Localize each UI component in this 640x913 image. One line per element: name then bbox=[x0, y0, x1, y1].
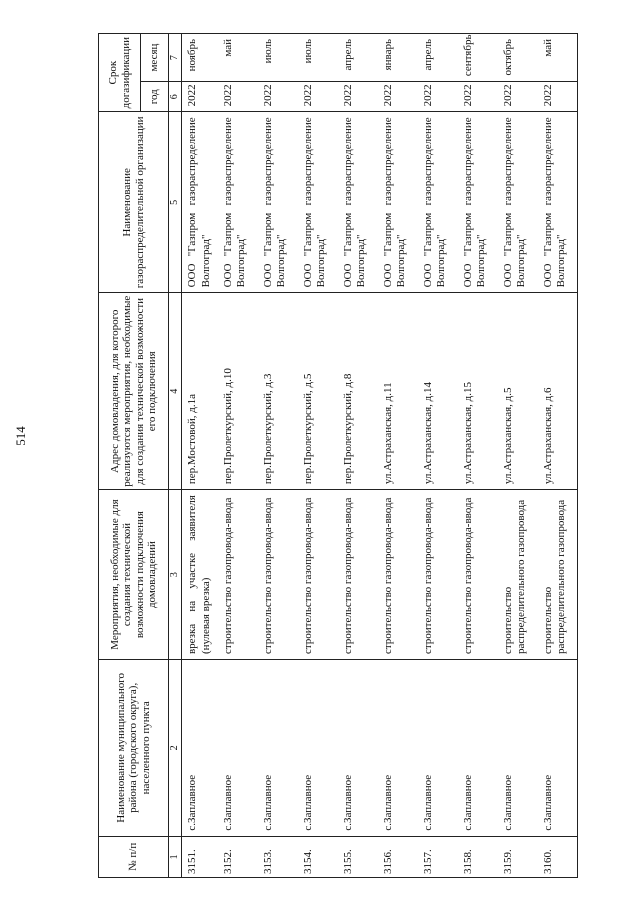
address-cell: ул.Астраханская, д.11 bbox=[378, 293, 418, 490]
address-cell: ул.Астраханская, д.5 bbox=[498, 293, 538, 490]
header-num: № п/п bbox=[99, 836, 169, 877]
table-row bbox=[182, 34, 218, 878]
year-cell: 2022 bbox=[218, 82, 258, 112]
organization-cell: ООО "Газпром газораспределение Волгоград" bbox=[378, 112, 418, 293]
year-cell: 2022 bbox=[458, 82, 498, 112]
measure-cell: строительство газопровода-ввода bbox=[378, 490, 418, 660]
row-number: 3155. bbox=[338, 836, 378, 877]
locality-cell: с.Заплавное bbox=[378, 660, 418, 837]
organization-cell: ООО "Газпром газораспределение Волгоград" bbox=[418, 112, 458, 293]
locality-cell: с.Заплавное bbox=[182, 660, 218, 837]
header-year: год bbox=[141, 82, 169, 112]
address-cell: пер.Мостовой, д.1а bbox=[182, 293, 218, 490]
table-row bbox=[218, 34, 258, 878]
address-cell: ул.Астраханская, д.14 bbox=[418, 293, 458, 490]
address-cell: пер.Пролеткурский, д.5 bbox=[298, 293, 338, 490]
header-organization: Наименование газораспределительной организации bbox=[99, 112, 169, 293]
row-number: 3156. bbox=[378, 836, 418, 877]
table-row bbox=[458, 34, 498, 878]
organization-cell: ООО "Газпром газораспределение Волгоград" bbox=[218, 112, 258, 293]
table-row bbox=[538, 34, 578, 878]
month-cell: май bbox=[218, 34, 258, 82]
rotated-table-container bbox=[98, 33, 568, 878]
row-number: 3152. bbox=[218, 836, 258, 877]
row-number: 3158. bbox=[458, 836, 498, 877]
month-cell: июль bbox=[258, 34, 298, 82]
row-number: 3160. bbox=[538, 836, 578, 877]
month-cell: январь bbox=[378, 34, 418, 82]
address-cell: пер.Пролеткурский, д.10 bbox=[218, 293, 258, 490]
locality-cell: с.Заплавное bbox=[298, 660, 338, 837]
year-cell: 2022 bbox=[418, 82, 458, 112]
locality-cell: с.Заплавное bbox=[538, 660, 578, 837]
row-number: 3154. bbox=[298, 836, 338, 877]
table-body bbox=[182, 34, 578, 878]
column-number: 6 bbox=[169, 82, 182, 112]
measure-cell: строительство газопровода-ввода bbox=[218, 490, 258, 660]
column-number: 3 bbox=[169, 490, 182, 660]
measure-cell: строительство распределительного газопровода bbox=[538, 490, 578, 660]
month-cell: май bbox=[538, 34, 578, 82]
month-cell: ноябрь bbox=[182, 34, 218, 82]
month-cell: июль bbox=[298, 34, 338, 82]
page-number: 514 bbox=[13, 426, 28, 446]
locality-cell: с.Заплавное bbox=[498, 660, 538, 837]
organization-cell: ООО "Газпром газораспределение Волгоград" bbox=[182, 112, 218, 293]
locality-cell: с.Заплавное bbox=[258, 660, 298, 837]
year-cell: 2022 bbox=[498, 82, 538, 112]
year-cell: 2022 bbox=[182, 82, 218, 112]
row-number: 3151. bbox=[182, 836, 218, 877]
measure-cell: строительство газопровода-ввода bbox=[298, 490, 338, 660]
month-cell: апрель bbox=[418, 34, 458, 82]
measure-cell: врезка на участке заявителя (нулевая врезка) bbox=[182, 490, 218, 660]
month-cell: октябрь bbox=[498, 34, 538, 82]
year-cell: 2022 bbox=[378, 82, 418, 112]
column-number: 1 bbox=[169, 836, 182, 877]
table-row bbox=[498, 34, 538, 878]
row-number: 3157. bbox=[418, 836, 458, 877]
address-cell: пер.Пролеткурский, д.8 bbox=[338, 293, 378, 490]
year-cell: 2022 bbox=[338, 82, 378, 112]
column-number: 5 bbox=[169, 112, 182, 293]
measure-cell: строительство распределительного газопровода bbox=[498, 490, 538, 660]
header-measures: Мероприятия, необходимые для создания технической возможности подключения домовладений bbox=[99, 490, 169, 660]
gasification-table bbox=[98, 33, 578, 878]
header-address: Адрес домовладения, для которого реализуются мероприятия, необходимые для создания технической возможности его подключения bbox=[99, 293, 169, 490]
header-locality: Наименование муниципального района (городского округа), населенного пункта bbox=[99, 660, 169, 837]
header-deadline: Срок догазификации bbox=[99, 34, 141, 112]
organization-cell: ООО "Газпром газораспределение Волгоград" bbox=[258, 112, 298, 293]
year-cell: 2022 bbox=[298, 82, 338, 112]
organization-cell: ООО "Газпром газораспределение Волгоград" bbox=[338, 112, 378, 293]
table-row bbox=[418, 34, 458, 878]
table-row bbox=[338, 34, 378, 878]
address-cell: ул.Астраханская, д.6 bbox=[538, 293, 578, 490]
month-cell: сентябрь bbox=[458, 34, 498, 82]
column-number-row bbox=[169, 34, 182, 878]
table-row bbox=[298, 34, 338, 878]
organization-cell: ООО "Газпром газораспределение Волгоград" bbox=[538, 112, 578, 293]
header-month: месяц bbox=[141, 34, 169, 82]
locality-cell: с.Заплавное bbox=[458, 660, 498, 837]
row-number: 3153. bbox=[258, 836, 298, 877]
measure-cell: строительство газопровода-ввода bbox=[338, 490, 378, 660]
locality-cell: с.Заплавное bbox=[418, 660, 458, 837]
organization-cell: ООО "Газпром газораспределение Волгоград" bbox=[498, 112, 538, 293]
column-number: 4 bbox=[169, 293, 182, 490]
row-number: 3159. bbox=[498, 836, 538, 877]
measure-cell: строительство газопровода-ввода bbox=[458, 490, 498, 660]
locality-cell: с.Заплавное bbox=[338, 660, 378, 837]
measure-cell: строительство газопровода-ввода bbox=[418, 490, 458, 660]
year-cell: 2022 bbox=[538, 82, 578, 112]
locality-cell: с.Заплавное bbox=[218, 660, 258, 837]
table-row bbox=[378, 34, 418, 878]
address-cell: ул.Астраханская, д.15 bbox=[458, 293, 498, 490]
measure-cell: строительство газопровода-ввода bbox=[258, 490, 298, 660]
organization-cell: ООО "Газпром газораспределение Волгоград" bbox=[298, 112, 338, 293]
address-cell: пер.Пролеткурский, д.3 bbox=[258, 293, 298, 490]
column-number: 7 bbox=[169, 34, 182, 82]
year-cell: 2022 bbox=[258, 82, 298, 112]
column-number: 2 bbox=[169, 660, 182, 837]
table-row bbox=[258, 34, 298, 878]
month-cell: апрель bbox=[338, 34, 378, 82]
organization-cell: ООО "Газпром газораспределение Волгоград" bbox=[458, 112, 498, 293]
